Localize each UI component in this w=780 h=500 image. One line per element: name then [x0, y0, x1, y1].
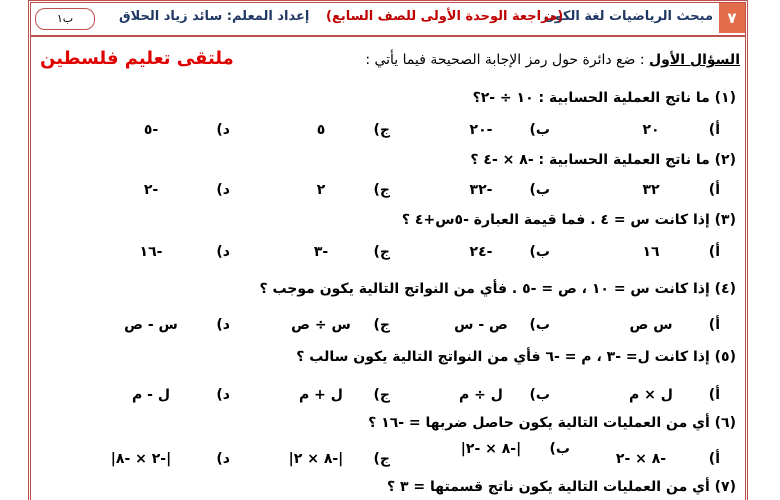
question-number: (١) [714, 90, 736, 106]
option-a[interactable] [606, 317, 720, 333]
header-teacher: إعداد المعلم: سائد زياد الحلاق [119, 9, 310, 24]
option-b[interactable] [436, 122, 550, 138]
option-a[interactable] [606, 122, 720, 138]
option-text: ل × م [629, 387, 673, 403]
option-text: ص - س [454, 317, 508, 333]
option-text: -٣٢ [469, 182, 493, 198]
question-number: (٣) [714, 212, 736, 228]
question-5 [296, 349, 736, 365]
header-review-title: (مراجعة الوحدة الأولى للصف السابع) [326, 9, 564, 24]
header-number: ٧ [719, 3, 745, 33]
question-text: إذا كانت ل= -٣ ، م = -٦ فأي من النواتج التالية يكون سالب ؟ [296, 349, 710, 365]
option-d[interactable] [96, 387, 230, 403]
option-text: |-٨ × ٢| [288, 451, 344, 467]
question-6-options [40, 441, 720, 473]
option-text: ١٦ [642, 244, 660, 260]
option-text: س ÷ ص [291, 317, 351, 333]
option-c[interactable] [266, 451, 390, 467]
option-letter: د) [216, 387, 230, 403]
option-a[interactable] [606, 244, 720, 260]
option-text: -٢ [143, 182, 159, 198]
question-6 [368, 415, 736, 431]
forum-watermark: ملتقى تعليم فلسطين [40, 48, 234, 69]
option-c[interactable] [276, 182, 390, 198]
option-text: ل - م [132, 387, 170, 403]
option-c[interactable] [276, 244, 390, 260]
question-3-options [40, 244, 720, 266]
option-letter: أ) [708, 244, 720, 260]
option-text: ٣٢ [642, 182, 660, 198]
question-text: ما ناتج العملية الحسابية : ١٠ ÷ -٢؟ [472, 90, 710, 106]
page-header [31, 3, 745, 37]
option-letter: ب) [529, 182, 550, 198]
option-letter: ب) [529, 317, 550, 333]
question-1 [473, 90, 736, 106]
option-a[interactable] [606, 387, 720, 403]
option-letter: أ) [708, 182, 720, 198]
option-letter: ب) [529, 244, 550, 260]
question-text: أي من العمليات التالية يكون حاصل ضربها = -١٦ ؟ [368, 415, 710, 431]
question-text: ما ناتج العملية الحسابية : -٨ × -٤ ؟ [470, 152, 710, 168]
option-text: ل ÷ م [459, 387, 503, 403]
option-letter: أ) [708, 387, 720, 403]
option-letter: د) [216, 122, 230, 138]
option-a[interactable] [586, 451, 720, 467]
option-c[interactable] [276, 317, 390, 333]
question-text: إذا كانت س = ١٠ ، ص = -٥ . فأي من النواتج التالية يكون موجب ؟ [259, 281, 710, 297]
option-b[interactable] [436, 387, 550, 403]
option-text: ٥ [316, 122, 326, 138]
option-text: |-٢ × -٨| [110, 451, 172, 467]
question-5-options [40, 387, 720, 409]
question-2 [470, 152, 736, 168]
option-letter: ج) [373, 451, 390, 467]
option-d[interactable] [96, 182, 230, 198]
question-2-options [40, 182, 720, 204]
option-letter: د) [216, 182, 230, 198]
option-letter: ب) [529, 387, 550, 403]
option-letter: أ) [708, 122, 720, 138]
option-letter: أ) [708, 317, 720, 333]
option-letter: ج) [373, 317, 390, 333]
header-page-badge: ب١ [35, 8, 95, 30]
option-letter: د) [216, 451, 230, 467]
section-heading [365, 52, 740, 68]
section-instruction: : ضع دائرة حول رمز الإجابة الصحيحة فيما يأتي : [365, 52, 645, 68]
option-letter: ب) [529, 122, 550, 138]
option-b[interactable] [436, 441, 570, 457]
question-number: (٦) [714, 415, 736, 431]
option-letter: ج) [373, 387, 390, 403]
question-number: (٥) [714, 349, 736, 365]
option-letter: ج) [373, 244, 390, 260]
option-letter: ب) [549, 441, 570, 457]
option-c[interactable] [276, 387, 390, 403]
option-b[interactable] [436, 244, 550, 260]
option-d[interactable] [76, 451, 230, 467]
question-number: (٢) [714, 152, 736, 168]
question-4-options [40, 317, 720, 339]
option-d[interactable] [96, 317, 230, 333]
option-letter: د) [216, 244, 230, 260]
question-number: (٧) [714, 479, 736, 495]
option-text: س ص [629, 317, 673, 333]
question-3 [402, 212, 736, 228]
option-text: ل + م [299, 387, 343, 403]
option-text: ٢ [316, 182, 326, 198]
question-text: إذا كانت س = ٤ . فما قيمة العبارة -٥س+٤ ؟ [401, 212, 710, 228]
question-text: أي من العمليات التالية يكون ناتج قسمتها = ٣ ؟ [387, 479, 710, 495]
option-b[interactable] [436, 182, 550, 198]
option-b[interactable] [436, 317, 550, 333]
option-letter: أ) [708, 451, 720, 467]
question-1-options [40, 122, 720, 144]
option-text: -٣ [313, 244, 329, 260]
option-text: -٨ × -٢ [615, 451, 667, 467]
header-subject: مبحث الرياضيات لغة الكون [543, 9, 713, 24]
option-d[interactable] [96, 122, 230, 138]
question-4 [259, 281, 736, 297]
option-text: -٢٠ [469, 122, 493, 138]
option-text: س - ص [124, 317, 178, 333]
option-text: -٢٤ [469, 244, 493, 260]
question-7 [387, 479, 736, 495]
option-text: ٢٠ [642, 122, 660, 138]
option-letter: ج) [373, 182, 390, 198]
option-a[interactable] [606, 182, 720, 198]
option-text: -٥ [143, 122, 159, 138]
option-text: |-٨ × -٢| [460, 441, 522, 457]
section-label: السؤال الأول [649, 52, 740, 68]
question-number: (٤) [714, 281, 736, 297]
option-text: -١٦ [139, 244, 163, 260]
option-letter: ج) [373, 122, 390, 138]
option-d[interactable] [96, 244, 230, 260]
option-letter: د) [216, 317, 230, 333]
option-c[interactable] [276, 122, 390, 138]
